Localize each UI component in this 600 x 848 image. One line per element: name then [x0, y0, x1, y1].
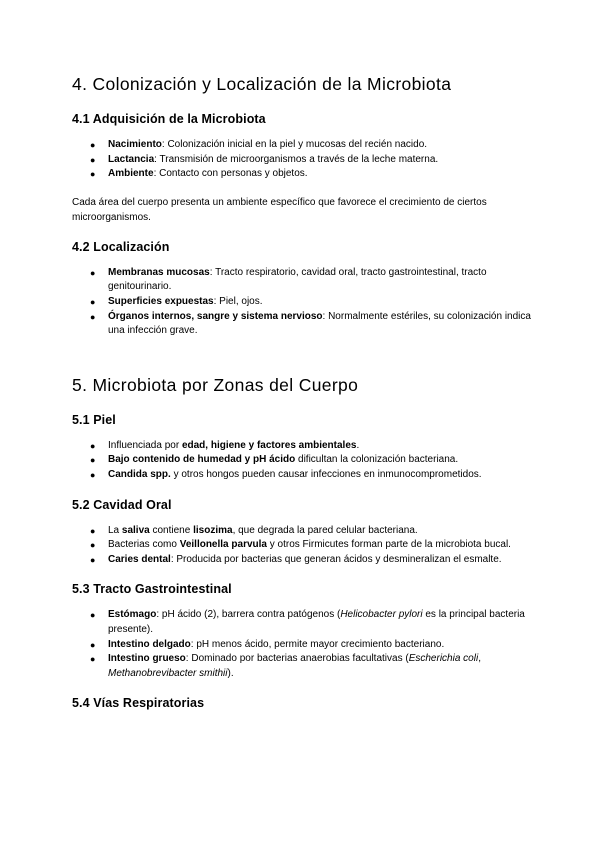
localization-list: [72, 266, 532, 339]
term-bold: Veillonella parvula: [179, 539, 267, 551]
list-item: [72, 468, 532, 483]
body-paragraph: Cada área del cuerpo presenta un ambiente específico que favorece el crecimiento de ciertos microorganismos.: [72, 196, 487, 223]
list-item: [72, 153, 532, 168]
item-text: : Producida por bacterias que generan ácidos y desmineralizan el esmalte.: [170, 553, 502, 565]
term-bold: Candida spp.: [108, 468, 171, 480]
subsection-5-3-heading: 5.3 Tracto Gastrointestinal: [72, 582, 232, 597]
bullet-icon: ●: [90, 440, 96, 451]
item-text: .: [356, 439, 360, 451]
item-text: : pH ácido (2), barrera contra patógenos (: [156, 609, 341, 621]
item-text: : Piel, ojos.: [213, 295, 263, 307]
term-bold: Lactancia: [108, 153, 155, 165]
section-5-heading: 5. Microbiota por Zonas del Cuerpo: [72, 374, 359, 395]
species-italic: Methanobrevibacter smithii: [108, 667, 228, 679]
term-bold: saliva: [121, 524, 150, 536]
bullet-icon: ●: [90, 639, 96, 650]
item-text: : Contacto con personas y objetos.: [153, 168, 308, 180]
term-bold: Intestino grueso: [108, 653, 186, 665]
bullet-icon: ●: [90, 469, 96, 480]
item-text: : pH menos ácido, permite mayor crecimiento bacteriano.: [190, 638, 445, 650]
list-item: [72, 638, 532, 653]
bullet-icon: ●: [90, 525, 96, 536]
gastrointestinal-list: [72, 608, 532, 681]
item-text: Bacterias como: [108, 539, 180, 551]
list-item: [72, 266, 532, 295]
bullet-icon: ●: [90, 311, 96, 322]
item-text: Influenciada por: [108, 439, 182, 451]
term-bold: Superficies expuestas: [108, 295, 214, 307]
list-item: [72, 553, 532, 568]
item-text: contiene: [149, 524, 194, 536]
bullet-icon: ●: [90, 169, 96, 180]
term-bold: Bajo contenido de humedad y pH ácido: [108, 454, 296, 466]
list-item: [72, 138, 532, 153]
bullet-icon: ●: [90, 654, 96, 665]
term-bold: Membranas mucosas: [108, 266, 210, 278]
subsection-5-2-heading: 5.2 Cavidad Oral: [72, 497, 172, 512]
list-item: [72, 524, 532, 539]
term-bold: Nacimiento: [108, 139, 162, 150]
bullet-icon: ●: [90, 267, 96, 278]
term-bold: edad, higiene y factores ambientales: [181, 439, 357, 451]
bullet-icon: ●: [90, 554, 96, 565]
subsection-5-4-heading: 5.4 Vías Respiratorias: [72, 696, 205, 711]
term-bold: Caries dental: [108, 553, 171, 565]
list-item: [72, 167, 532, 182]
subsection-5-1-heading: 5.1 Piel: [72, 412, 116, 427]
skin-list: [72, 439, 532, 483]
item-text: La: [108, 524, 122, 536]
term-bold: Órganos internos, sangre y sistema nervioso: [108, 310, 323, 322]
item-text: ,: [478, 653, 481, 665]
species-italic: Helicobacter pylori: [340, 609, 423, 621]
bullet-icon: ●: [90, 154, 96, 165]
list-item: [72, 310, 532, 339]
subsection-4-1-heading: 4.1 Adquisición de la Microbiota: [72, 112, 266, 126]
item-text: : Transmisión de microorganismos a través de la leche materna.: [154, 153, 439, 165]
bullet-icon: ●: [90, 296, 96, 307]
list-item: [72, 608, 532, 637]
subsection-4-2-heading: 4.2 Localización: [72, 239, 170, 254]
item-text: : Tracto respiratorio, cavidad oral, tracto gastrointestinal, tracto genitourinario.: [108, 266, 487, 293]
term-bold: Estómago: [108, 609, 157, 621]
item-text: y otros Firmicutes forman parte de la microbiota bucal.: [266, 539, 511, 551]
term-bold: Ambiente: [108, 168, 154, 180]
bullet-icon: ●: [90, 455, 96, 466]
item-text: dificultan la colonización bacteriana.: [295, 454, 459, 466]
list-item: [72, 439, 532, 454]
item-text: : Colonización inicial en la piel y mucosas del recién nacido.: [161, 139, 428, 150]
document-content: [72, 70, 532, 712]
list-item: [72, 453, 532, 468]
term-bold: lisozima: [193, 524, 233, 536]
list-item: [72, 295, 532, 310]
item-text: : Dominado por bacterias anaerobias facultativas (: [185, 653, 409, 665]
acquisition-list: [72, 138, 532, 182]
bullet-icon: ●: [90, 540, 96, 551]
oral-cavity-list: [72, 524, 532, 568]
item-text: ).: [227, 667, 234, 679]
item-text: es la principal bacteria presente).: [108, 609, 525, 635]
term-bold: Intestino delgado: [108, 638, 191, 650]
list-item: [72, 652, 532, 681]
bullet-icon: ●: [90, 140, 96, 150]
item-text: y otros hongos pueden causar infecciones en inmunocomprometidos.: [170, 468, 482, 480]
list-item: [72, 538, 532, 553]
bullet-icon: ●: [90, 610, 96, 621]
item-text: : Normalmente estériles, su colonización indica una infección grave.: [108, 310, 531, 337]
item-text: , que degrada la pared celular bacteriana.: [232, 524, 418, 536]
section-4-heading: 4. Colonización y Localización de la Microbiota: [72, 74, 452, 94]
species-italic: Escherichia coli: [408, 653, 479, 665]
